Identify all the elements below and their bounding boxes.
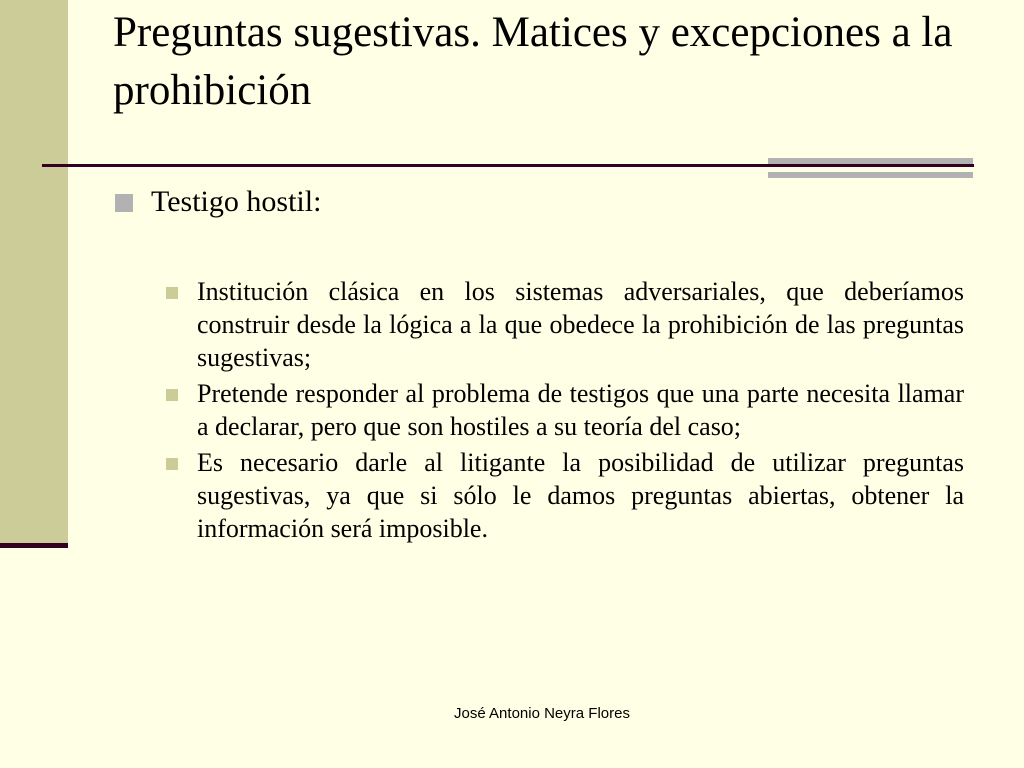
footer-author: José Antonio Neyra Flores <box>454 705 630 722</box>
list-item-text: Pretende responder al problema de testigos que una parte necesita llamar a declarar, pero que son hostiles a su teoría del caso; <box>197 379 964 441</box>
list-item-text: Es necesario darle al litigante la posibilidad de utilizar preguntas sugestivas, ya que si sólo le damos preguntas abiertas, obtener la información será imposible. <box>197 448 964 543</box>
list-item <box>164 446 964 545</box>
bullet-heading: Testigo hostil: <box>151 185 322 218</box>
gray-bar-stripe-top <box>768 158 973 164</box>
square-bullet-icon <box>166 287 178 299</box>
gray-bar-stripe-bottom <box>768 172 973 178</box>
square-bullet-icon <box>166 389 178 401</box>
side-underline <box>0 543 68 548</box>
square-bullet-icon <box>115 194 133 212</box>
list-item-text: Institución clásica en los sistemas adversariales, que deberíamos construir desde la lógica a la que obedece la prohibición de las preguntas sugestivas; <box>197 277 964 372</box>
slide-title: Preguntas sugestivas. Matices y excepciones a la prohibición <box>113 9 953 114</box>
list-item <box>164 377 964 443</box>
square-bullet-icon <box>166 458 178 470</box>
side-band <box>0 0 68 545</box>
sub-bullet-list <box>164 275 964 548</box>
list-item <box>164 275 964 374</box>
decorative-gray-bar <box>768 158 973 179</box>
